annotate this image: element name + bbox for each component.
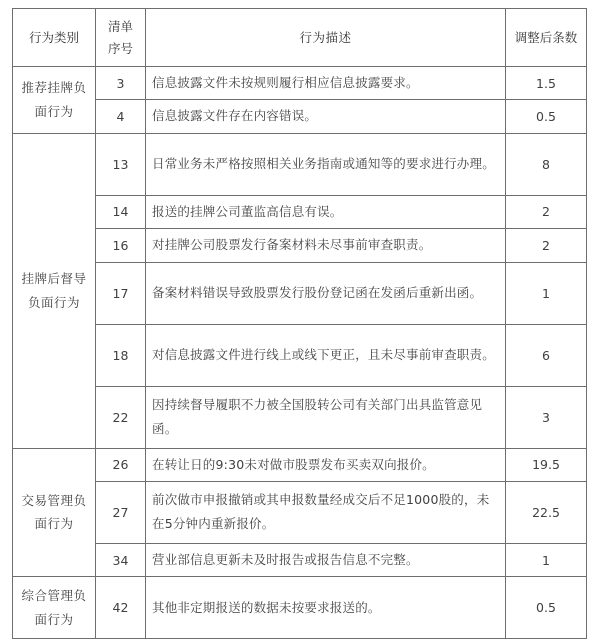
header-category: 行为类别 bbox=[13, 9, 96, 67]
description-cell: 信息披露文件存在内容错误。 bbox=[146, 100, 506, 133]
table-row bbox=[13, 448, 587, 481]
list-no-cell: 16 bbox=[96, 229, 146, 262]
count-cell: 22.5 bbox=[506, 481, 587, 543]
list-no-cell: 22 bbox=[96, 386, 146, 448]
header-adjusted-count: 调整后条数 bbox=[506, 9, 587, 67]
list-no-cell: 14 bbox=[96, 195, 146, 228]
count-cell: 1 bbox=[506, 262, 587, 324]
count-cell: 2 bbox=[506, 229, 587, 262]
table-row bbox=[13, 67, 587, 100]
count-cell: 6 bbox=[506, 324, 587, 386]
header-description: 行为描述 bbox=[146, 9, 506, 67]
table-row bbox=[13, 229, 587, 262]
table-row bbox=[13, 481, 587, 543]
list-no-cell: 42 bbox=[96, 577, 146, 639]
description-cell: 备案材料错误导致股票发行股份登记函在发函后重新出函。 bbox=[146, 262, 506, 324]
header-row bbox=[13, 9, 587, 67]
description-cell: 营业部信息更新未及时报告或报告信息不完整。 bbox=[146, 543, 506, 576]
description-cell: 日常业务未严格按照相关业务指南或通知等的要求进行办理。 bbox=[146, 133, 506, 195]
category-cell-trading-management: 交易管理负面行为 bbox=[13, 448, 96, 577]
table-row bbox=[13, 324, 587, 386]
list-no-cell: 18 bbox=[96, 324, 146, 386]
table-row bbox=[13, 195, 587, 228]
count-cell: 1 bbox=[506, 543, 587, 576]
list-no-cell: 4 bbox=[96, 100, 146, 133]
table-row bbox=[13, 133, 587, 195]
negative-behavior-table bbox=[12, 8, 587, 639]
table-row bbox=[13, 100, 587, 133]
table-header bbox=[13, 9, 587, 67]
table-row bbox=[13, 577, 587, 639]
count-cell: 0.5 bbox=[506, 577, 587, 639]
count-cell: 2 bbox=[506, 195, 587, 228]
list-no-cell: 3 bbox=[96, 67, 146, 100]
list-no-cell: 17 bbox=[96, 262, 146, 324]
list-no-cell: 13 bbox=[96, 133, 146, 195]
count-cell: 19.5 bbox=[506, 448, 587, 481]
list-no-cell: 34 bbox=[96, 543, 146, 576]
description-cell: 前次做市申报撤销或其申报数量经成交后不足1000股的，未在5分钟内重新报价。 bbox=[146, 481, 506, 543]
category-cell-recommend-listing: 推荐挂牌负面行为 bbox=[13, 67, 96, 134]
category-cell-general-management: 综合管理负面行为 bbox=[13, 577, 96, 639]
description-cell: 信息披露文件未按规则履行相应信息披露要求。 bbox=[146, 67, 506, 100]
description-cell: 对挂牌公司股票发行备案材料未尽事前审查职责。 bbox=[146, 229, 506, 262]
description-cell: 因持续督导履职不力被全国股转公司有关部门出具监管意见函。 bbox=[146, 386, 506, 448]
table-row bbox=[13, 262, 587, 324]
table-body bbox=[13, 67, 587, 639]
list-no-cell: 27 bbox=[96, 481, 146, 543]
description-cell: 对信息披露文件进行线上或线下更正，且未尽事前审查职责。 bbox=[146, 324, 506, 386]
count-cell: 1.5 bbox=[506, 67, 587, 100]
count-cell: 8 bbox=[506, 133, 587, 195]
header-list-no: 清单序号 bbox=[96, 9, 146, 67]
category-cell-post-listing-supervision: 挂牌后督导负面行为 bbox=[13, 133, 96, 448]
description-cell: 在转让日的9:30未对做市股票发布买卖双向报价。 bbox=[146, 448, 506, 481]
description-cell: 其他非定期报送的数据未按要求报送的。 bbox=[146, 577, 506, 639]
list-no-cell: 26 bbox=[96, 448, 146, 481]
count-cell: 0.5 bbox=[506, 100, 587, 133]
table-row bbox=[13, 543, 587, 576]
description-cell: 报送的挂牌公司董监高信息有误。 bbox=[146, 195, 506, 228]
table-row bbox=[13, 386, 587, 448]
count-cell: 3 bbox=[506, 386, 587, 448]
